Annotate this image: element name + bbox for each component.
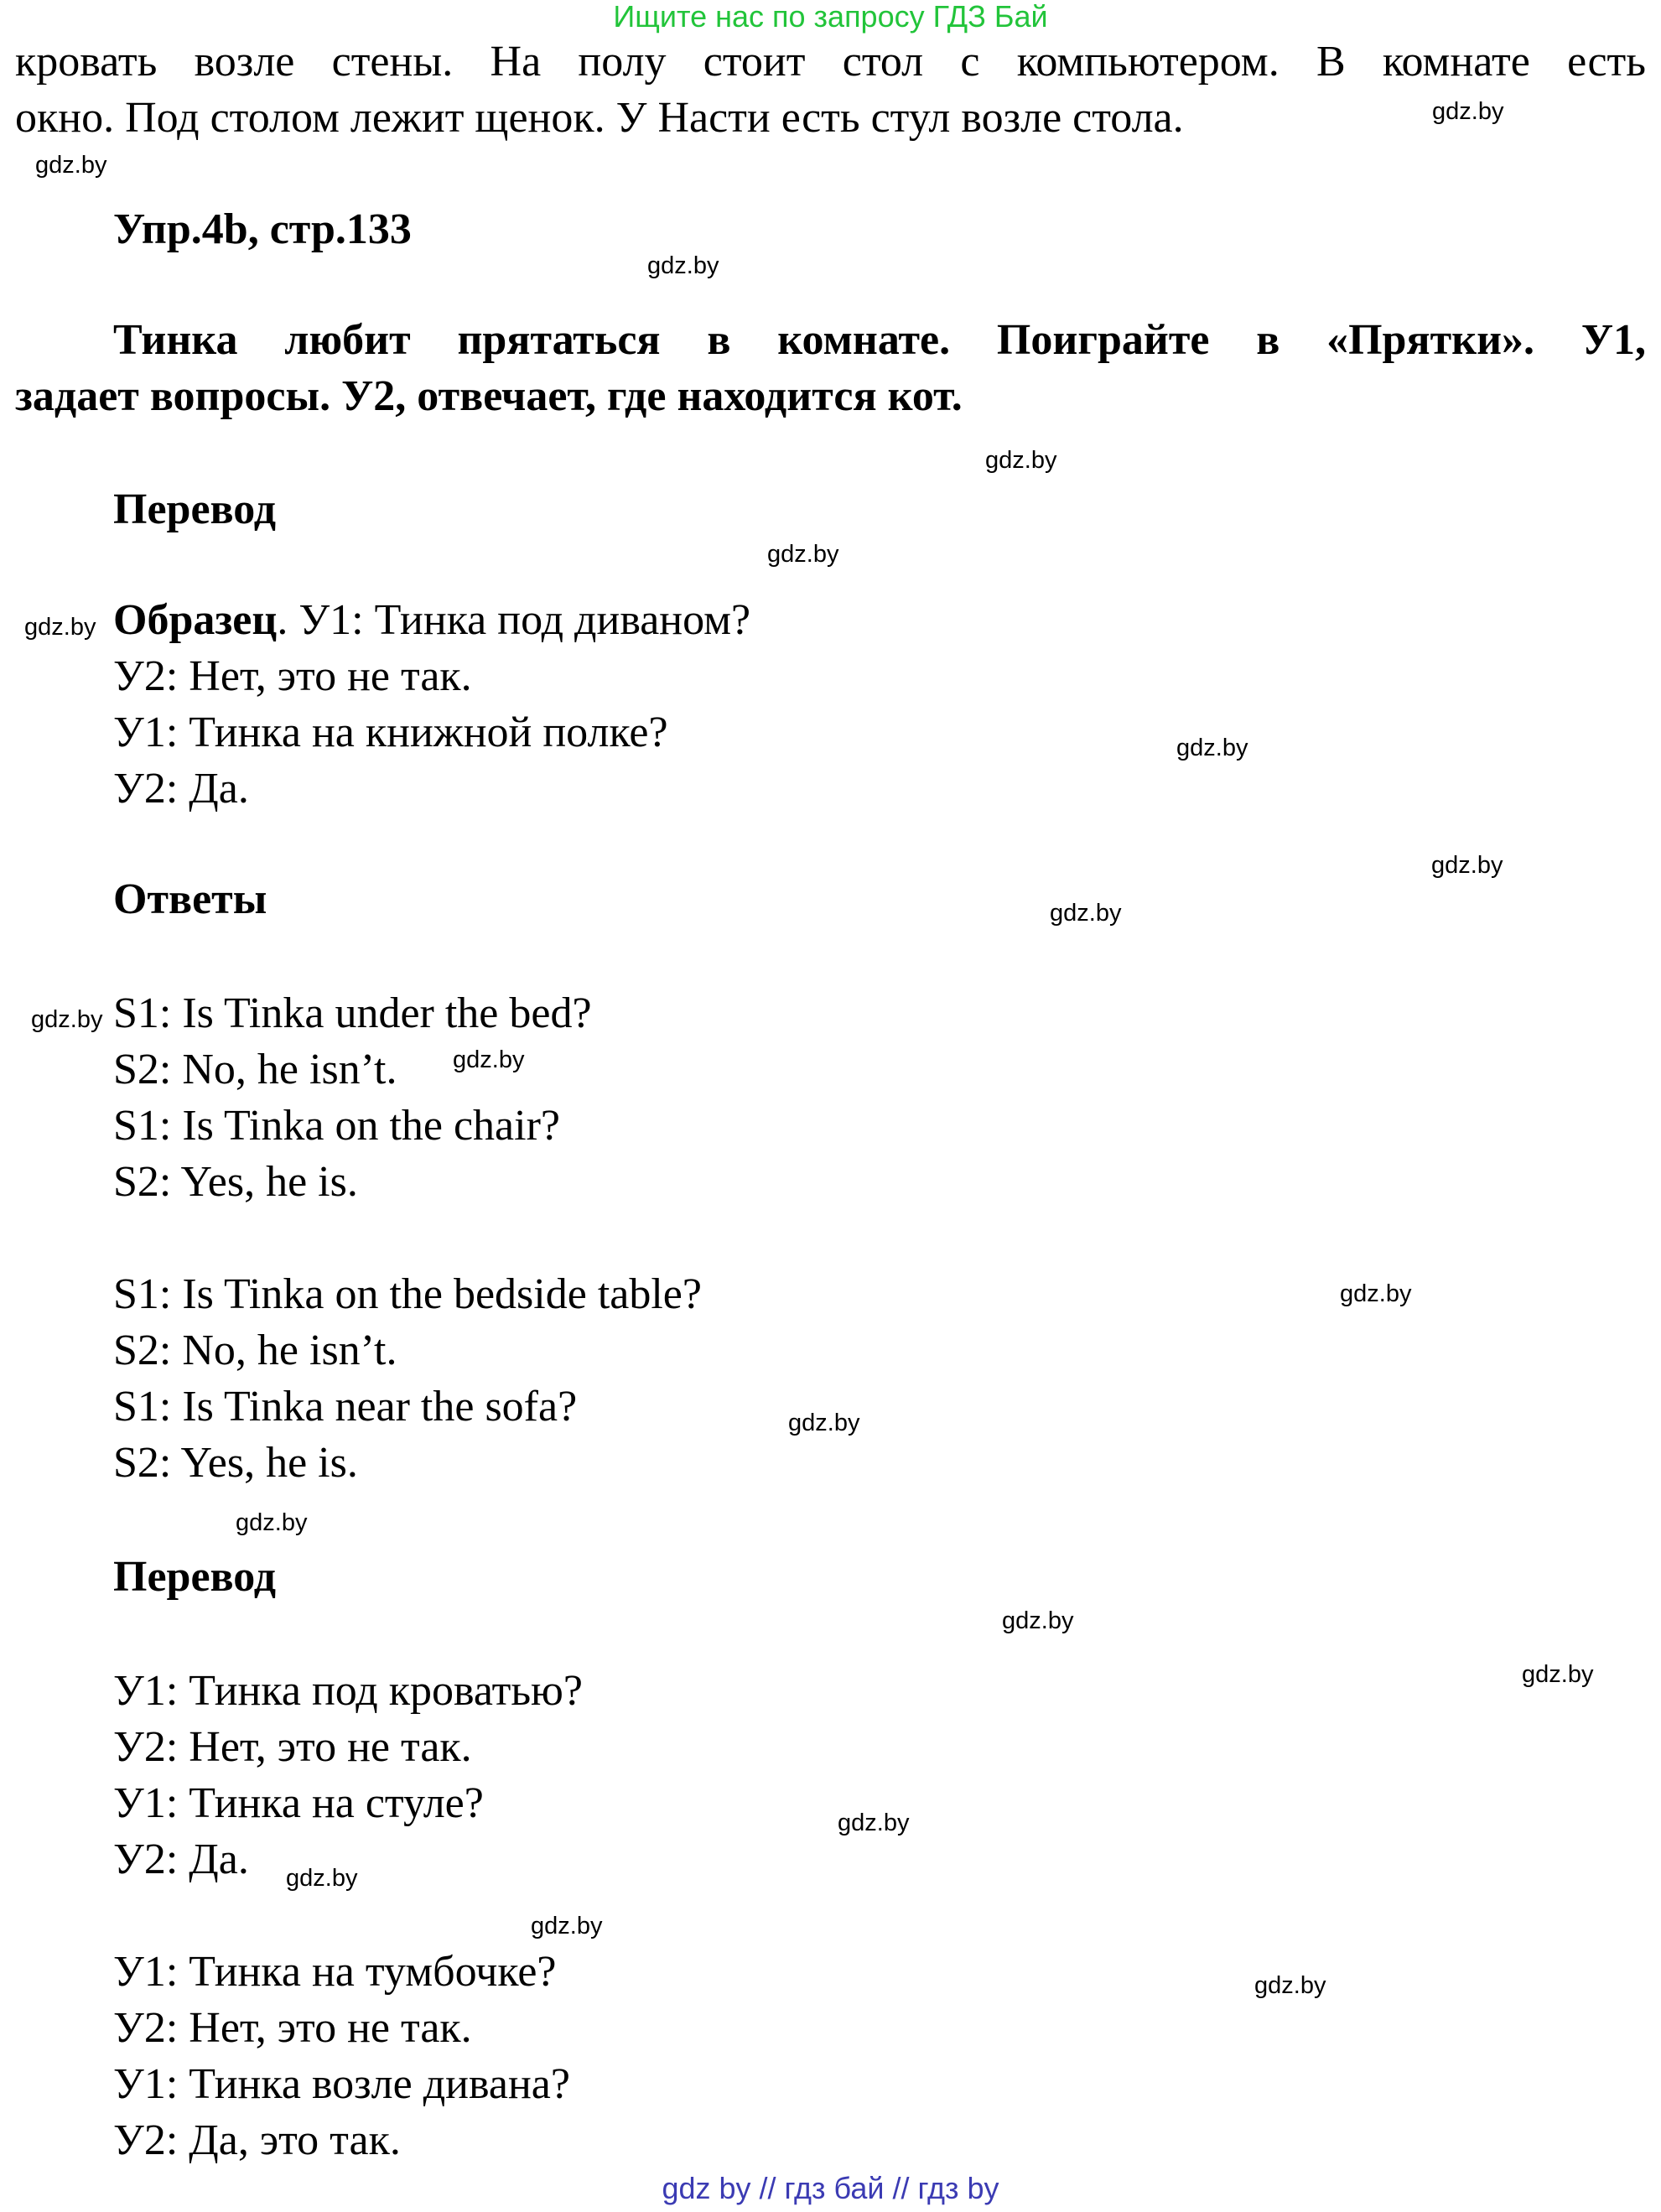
translation-line: У1: Тинка под кроватью? bbox=[113, 1667, 583, 1715]
watermark: gdz.by bbox=[1254, 1972, 1326, 1999]
translation-line: У1: Тинка возле дивана? bbox=[113, 2060, 570, 2108]
exercise-title: Упр.4b, стр.133 bbox=[113, 205, 412, 253]
translation-line: У2: Да, это так. bbox=[113, 2116, 401, 2164]
sample-line-3: У1: Тинка на книжной полке? bbox=[113, 709, 668, 756]
translation-line: У1: Тинка на тумбочке? bbox=[113, 1948, 557, 1996]
top-banner-link[interactable]: Ищите нас по запросу ГДЗ Бай bbox=[613, 0, 1048, 34]
watermark: gdz.by bbox=[767, 541, 839, 568]
watermark: gdz.by bbox=[788, 1410, 860, 1436]
intro-paragraph bbox=[15, 34, 1646, 146]
sample-first-text: . У1: Тинка под диваном? bbox=[277, 596, 751, 644]
watermark: gdz.by bbox=[647, 252, 719, 279]
watermark: gdz.by bbox=[985, 447, 1057, 474]
watermark: gdz.by bbox=[1340, 1280, 1412, 1307]
watermark: gdz.by bbox=[1432, 98, 1504, 125]
answer-line: S1: Is Tinka on the chair? bbox=[113, 1102, 560, 1150]
answer-line: S1: Is Tinka under the bed? bbox=[113, 989, 592, 1037]
translation-line: У2: Нет, это не так. bbox=[113, 2004, 472, 2052]
task-paragraph bbox=[15, 312, 1646, 424]
watermark: gdz.by bbox=[453, 1046, 525, 1073]
translation-line: У2: Нет, это не так. bbox=[113, 1723, 472, 1771]
translation-heading: Перевод bbox=[113, 485, 277, 533]
footer-links[interactable]: gdz by // гдз бай // гдз by bbox=[662, 2171, 999, 2205]
answer-line: S1: Is Tinka on the bedside table? bbox=[113, 1270, 702, 1318]
watermark: gdz.by bbox=[236, 1509, 308, 1536]
answers-heading: Ответы bbox=[113, 875, 267, 923]
translation-answers-heading: Перевод bbox=[113, 1553, 277, 1601]
watermark: gdz.by bbox=[24, 614, 96, 641]
intro-line-2: окно. Под столом лежит щенок. У Насти есть стул возле стола. bbox=[15, 94, 1184, 142]
answer-line: S1: Is Tinka near the sofa? bbox=[113, 1383, 578, 1431]
sample-line bbox=[113, 592, 750, 648]
watermark: gdz.by bbox=[838, 1810, 910, 1836]
watermark: gdz.by bbox=[1431, 852, 1503, 879]
task-line-2: задает вопросы. У2, отвечает, где находится кот. bbox=[15, 372, 963, 420]
watermark: gdz.by bbox=[1176, 735, 1248, 761]
translation-line: У1: Тинка на стуле? bbox=[113, 1779, 484, 1827]
sample-label: Образец bbox=[113, 596, 278, 644]
answer-line: S2: Yes, he is. bbox=[113, 1158, 358, 1206]
translation-line: У2: Да. bbox=[113, 1836, 249, 1883]
task-line-1: Тинка любит прятаться в комнате. Поиграйте в «Прятки». У1, bbox=[113, 316, 1646, 364]
watermark: gdz.by bbox=[35, 152, 107, 179]
answer-line: S2: No, he isn’t. bbox=[113, 1327, 397, 1374]
watermark: gdz.by bbox=[31, 1006, 103, 1033]
sample-line-2: У2: Нет, это не так. bbox=[113, 652, 472, 700]
sample-line-4: У2: Да. bbox=[113, 765, 249, 813]
watermark: gdz.by bbox=[531, 1913, 603, 1939]
watermark: gdz.by bbox=[1050, 900, 1122, 927]
answer-line: S2: No, he isn’t. bbox=[113, 1046, 397, 1093]
watermark: gdz.by bbox=[1002, 1607, 1074, 1634]
answer-line: S2: Yes, he is. bbox=[113, 1439, 358, 1487]
watermark: gdz.by bbox=[286, 1865, 358, 1892]
watermark: gdz.by bbox=[1522, 1661, 1594, 1688]
intro-line-1: кровать возле стены. На полу стоит стол с компьютером. В комнате есть bbox=[15, 38, 1646, 86]
